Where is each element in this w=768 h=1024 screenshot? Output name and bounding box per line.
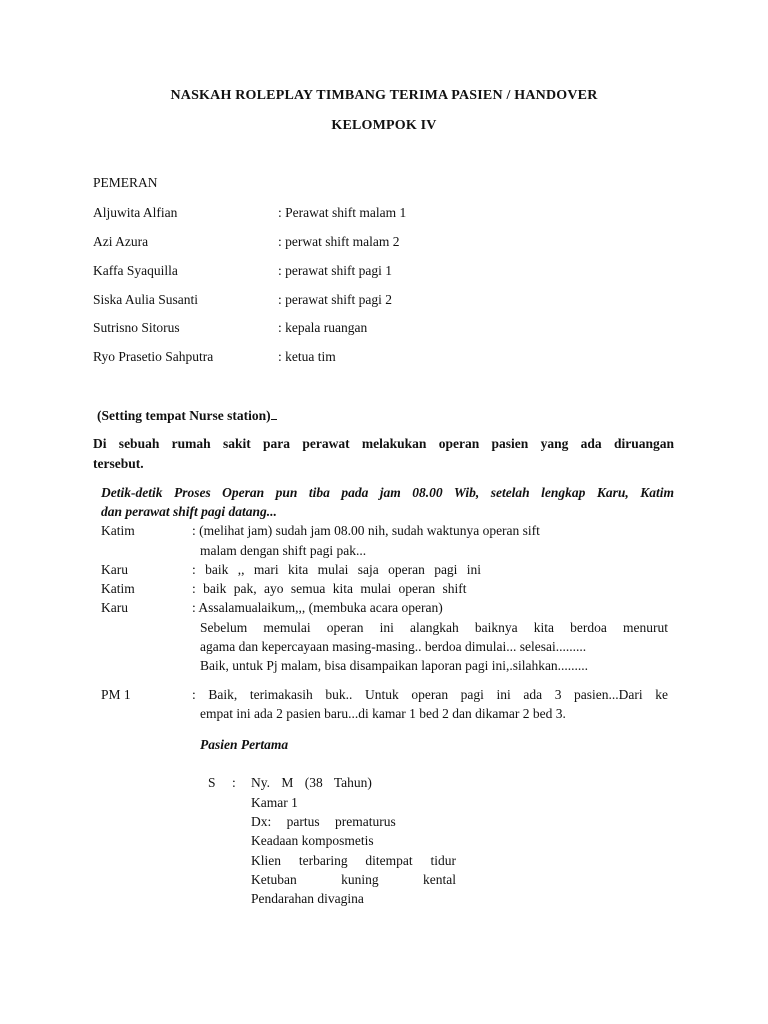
speaker-label: Katim <box>101 523 135 538</box>
setting-line <box>97 407 277 424</box>
dialogue-line: empat ini ada 2 pasien baru...di kamar 1 bed 2 dan dikamar 2 bed 3. <box>200 706 566 721</box>
intro-line-1: Detik-detik Proses Operan pun tiba pada jam 08.00 Wib, setelah lengkap Karu, Katim <box>101 485 674 500</box>
cast-name: Siska Aulia Susanti <box>93 292 199 307</box>
document-subtitle: KELOMPOK IV <box>331 118 437 133</box>
cast-role: : perawat shift pagi 1 <box>278 263 392 278</box>
dialogue-line: Baik, untuk Pj malam, bisa disampaikan laporan pagi ini,.silahkan......... <box>200 658 589 673</box>
soap-line: Pendarahan divagina <box>251 891 364 906</box>
cast-role: : perwat shift malam 2 <box>278 234 400 249</box>
text-cursor <box>271 407 277 420</box>
patient-heading: Pasien Pertama <box>200 737 289 752</box>
dialogue-line: : Baik, terimakasih buk.. Untuk operan pagi ini ada 3 pasien...Dari ke <box>192 687 668 702</box>
scene-line-2: tersebut. <box>93 456 144 471</box>
cast-name: Azi Azura <box>93 234 149 249</box>
dialogue-line: agama dan kepercayaan masing-masing.. berdoa dimulai... selesai......... <box>200 639 587 654</box>
document-title: NASKAH ROLEPLAY TIMBANG TERIMA PASIEN / HANDOVER <box>170 88 598 103</box>
dialogue-line: : (melihat jam) sudah jam 08.00 nih, sudah waktunya operan sift <box>192 523 540 538</box>
cast-name: Aljuwita Alfian <box>93 205 178 220</box>
soap-line: Keadaan komposmetis <box>251 833 374 848</box>
cast-heading: PEMERAN <box>93 175 158 190</box>
intro-line-2: dan perawat shift pagi datang... <box>101 504 277 519</box>
scene-line-1: Di sebuah rumah sakit para perawat melakukan operan pasien yang ada diruangan <box>93 436 674 451</box>
speaker-label: PM 1 <box>101 687 131 702</box>
dialogue-line: : baik ,, mari kita mulai saja operan pagi ini <box>192 562 482 577</box>
speaker-label: Karu <box>101 562 128 577</box>
soap-line: Dx: partus prematurus <box>251 814 396 829</box>
cast-name: Ryo Prasetio Sahputra <box>93 349 214 364</box>
soap-line: Ketuban kuning kental <box>251 872 456 887</box>
speaker-label: Katim <box>101 581 135 596</box>
dialogue-line: Sebelum memulai operan ini alangkah baiknya kita berdoa menurut <box>200 620 668 635</box>
dialogue-line: : baik pak, ayo semua kita mulai operan shift <box>192 581 467 596</box>
soap-line: Kamar 1 <box>251 795 298 810</box>
cast-name: Sutrisno Sitorus <box>93 320 180 335</box>
cast-role: : kepala ruangan <box>278 320 368 335</box>
soap-line: Klien terbaring ditempat tidur <box>251 853 456 868</box>
speaker-label: Karu <box>101 600 128 615</box>
setting-text: (Setting tempat Nurse station) <box>97 408 271 423</box>
cast-role: : Perawat shift malam 1 <box>278 205 407 220</box>
soap-line: Ny. M (38 Tahun) <box>251 775 372 790</box>
cast-role: : perawat shift pagi 2 <box>278 292 392 307</box>
cast-role: : ketua tim <box>278 349 336 364</box>
soap-colon: : <box>232 775 236 790</box>
dialogue-line: : Assalamualaikum,,, (membuka acara operan) <box>192 600 443 615</box>
cast-name: Kaffa Syaquilla <box>93 263 178 278</box>
dialogue-line: malam dengan shift pagi pak... <box>200 543 367 558</box>
soap-label: S <box>208 775 216 790</box>
